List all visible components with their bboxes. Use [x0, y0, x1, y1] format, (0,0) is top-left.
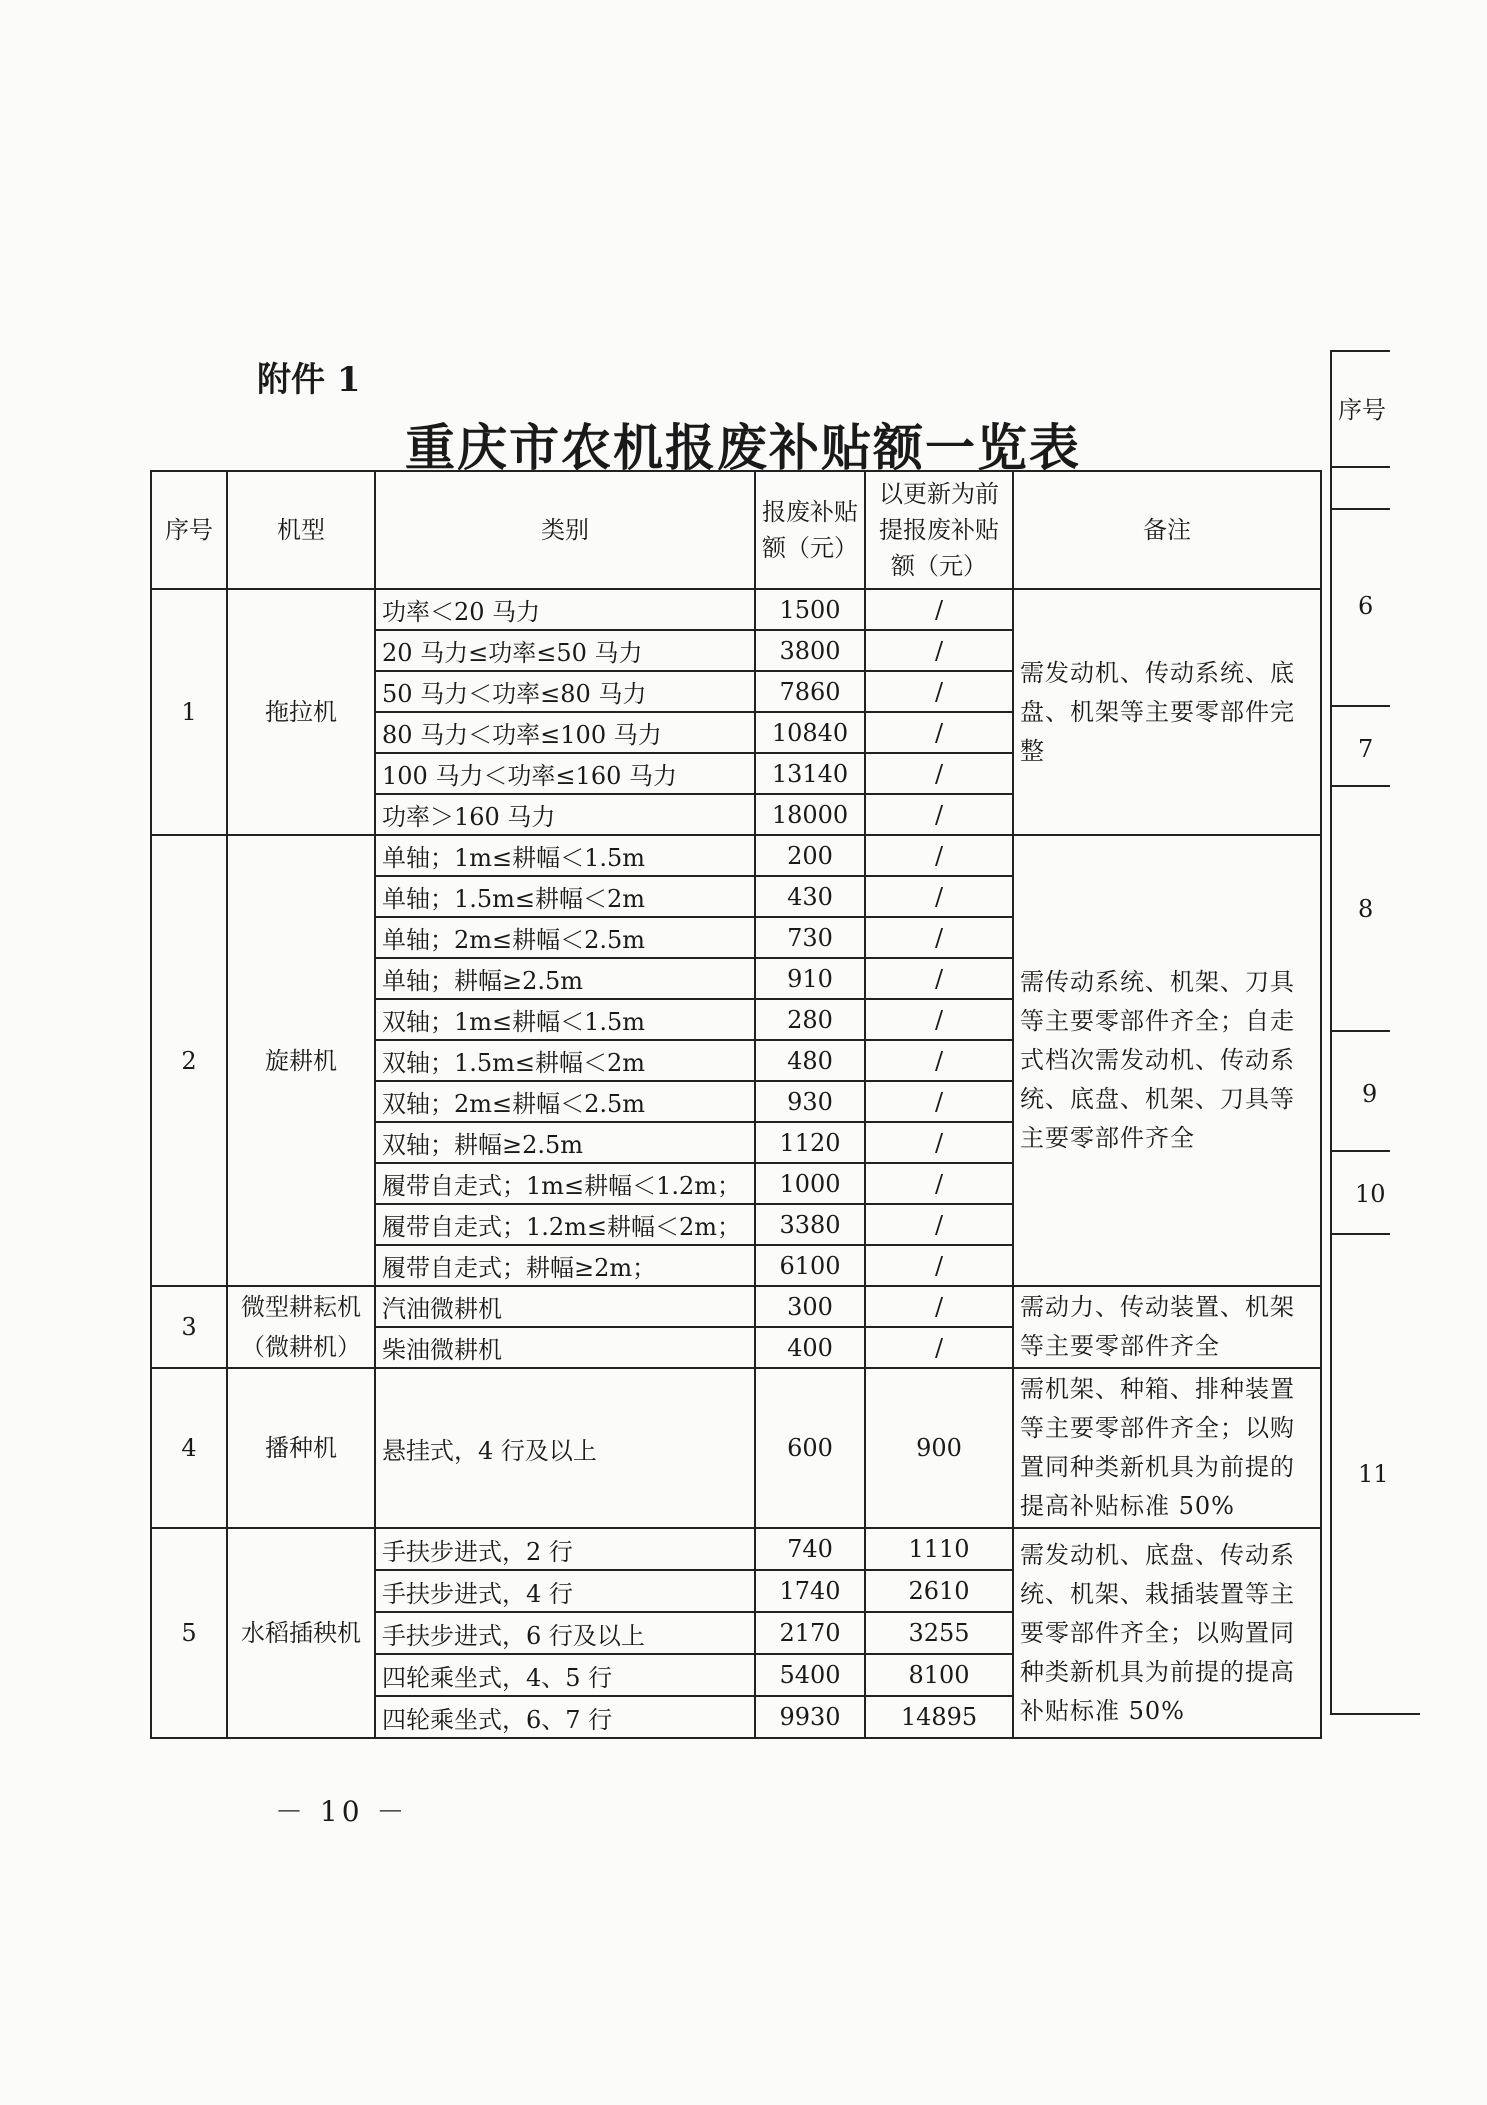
cell-subsidy: 13140	[755, 753, 865, 794]
table-row	[151, 1528, 1321, 1570]
subsidy-table	[150, 470, 1322, 1739]
cell-subsidy: 1000	[755, 1163, 865, 1204]
header-model: 机型	[227, 471, 375, 589]
cell-seq: 1	[151, 589, 227, 835]
cell-category: 四轮乘坐式，6、7 行	[375, 1696, 755, 1738]
cell-subsidy: 3800	[755, 630, 865, 671]
cell-model: 微型耕耘机（微耕机）	[227, 1286, 375, 1368]
cell-remark: 需机架、种箱、排种装置等主要零部件齐全；以购置同种类新机具为前提的提高补贴标准 50%	[1013, 1368, 1321, 1528]
cell-subsidy: 5400	[755, 1654, 865, 1696]
cell-seq: 5	[151, 1528, 227, 1738]
cell-renewal: /	[865, 1081, 1013, 1122]
cell-model: 旋耕机	[227, 835, 375, 1286]
header-seq: 序号	[151, 471, 227, 589]
next-page-rule	[1330, 1030, 1390, 1032]
cell-renewal: 900	[865, 1368, 1013, 1528]
next-page-rule	[1330, 705, 1390, 707]
cell-category: 双轴；1.5m≤耕幅＜2m	[375, 1040, 755, 1081]
cell-renewal: /	[865, 917, 1013, 958]
next-page-rule	[1330, 1150, 1390, 1152]
cell-subsidy: 400	[755, 1327, 865, 1368]
cell-renewal: /	[865, 1245, 1013, 1286]
cell-category: 功率＞160 马力	[375, 794, 755, 835]
cell-category: 汽油微耕机	[375, 1286, 755, 1327]
cell-renewal: /	[865, 794, 1013, 835]
cell-category: 单轴；2m≤耕幅＜2.5m	[375, 917, 755, 958]
cell-renewal: /	[865, 958, 1013, 999]
header-remark: 备注	[1013, 471, 1321, 589]
cell-category: 单轴；耕幅≥2.5m	[375, 958, 755, 999]
next-page-rule	[1330, 466, 1390, 468]
cell-renewal: /	[865, 589, 1013, 630]
cell-remark: 需动力、传动装置、机架等主要零部件齐全	[1013, 1286, 1321, 1368]
cell-model: 水稻插秧机	[227, 1528, 375, 1738]
cell-subsidy: 280	[755, 999, 865, 1040]
cell-category: 四轮乘坐式，4、5 行	[375, 1654, 755, 1696]
table-header-row	[151, 471, 1321, 589]
cell-subsidy: 300	[755, 1286, 865, 1327]
cell-subsidy: 480	[755, 1040, 865, 1081]
cell-subsidy: 600	[755, 1368, 865, 1528]
cell-subsidy: 7860	[755, 671, 865, 712]
cell-category: 双轴；2m≤耕幅＜2.5m	[375, 1081, 755, 1122]
cell-renewal: /	[865, 1327, 1013, 1368]
next-page-rule	[1330, 785, 1390, 787]
cell-subsidy: 2170	[755, 1612, 865, 1654]
cell-remark: 需传动系统、机架、刀具等主要零部件齐全；自走式档次需发动机、传动系统、底盘、机架、刀具等主要零部件齐全	[1013, 835, 1321, 1286]
header-renewal: 以更新为前提报废补贴额（元）	[865, 471, 1013, 589]
cell-renewal: /	[865, 1204, 1013, 1245]
cell-renewal: /	[865, 1286, 1013, 1327]
cell-renewal: /	[865, 876, 1013, 917]
cell-renewal: 8100	[865, 1654, 1013, 1696]
cell-category: 履带自走式；1m≤耕幅＜1.2m；	[375, 1163, 755, 1204]
cell-category: 手扶步进式，2 行	[375, 1528, 755, 1570]
header-subsidy: 报废补贴额（元）	[755, 471, 865, 589]
cell-subsidy: 3380	[755, 1204, 865, 1245]
header-category: 类别	[375, 471, 755, 589]
next-page-seq: 9	[1362, 1080, 1378, 1108]
cell-category: 双轴；1m≤耕幅＜1.5m	[375, 999, 755, 1040]
cell-renewal: /	[865, 1122, 1013, 1163]
next-page-top-border	[1330, 350, 1390, 352]
cell-seq: 4	[151, 1368, 227, 1528]
cell-category: 20 马力≤功率≤50 马力	[375, 630, 755, 671]
cell-renewal: /	[865, 1040, 1013, 1081]
cell-subsidy: 1120	[755, 1122, 865, 1163]
cell-category: 履带自走式；1.2m≤耕幅＜2m；	[375, 1204, 755, 1245]
next-page-header: 序号	[1338, 396, 1386, 424]
cell-category: 悬挂式，4 行及以上	[375, 1368, 755, 1528]
cell-category: 单轴；1.5m≤耕幅＜2m	[375, 876, 755, 917]
next-page-seq: 10	[1355, 1180, 1386, 1208]
cell-subsidy: 430	[755, 876, 865, 917]
cell-category: 80 马力＜功率≤100 马力	[375, 712, 755, 753]
cell-remark: 需发动机、传动系统、底盘、机架等主要零部件完整	[1013, 589, 1321, 835]
cell-category: 功率＜20 马力	[375, 589, 755, 630]
cell-category: 单轴；1m≤耕幅＜1.5m	[375, 835, 755, 876]
next-page-rule	[1330, 508, 1390, 510]
table-row	[151, 1368, 1321, 1528]
cell-subsidy: 910	[755, 958, 865, 999]
cell-renewal: /	[865, 712, 1013, 753]
cell-renewal: /	[865, 630, 1013, 671]
cell-subsidy: 730	[755, 917, 865, 958]
cell-remark: 需发动机、底盘、传动系统、机架、栽插装置等主要零部件齐全；以购置同种类新机具为前提的提高补贴标准 50%	[1013, 1528, 1321, 1738]
table-row	[151, 835, 1321, 876]
cell-subsidy: 10840	[755, 712, 865, 753]
page-number: － 10 －	[275, 1795, 409, 1828]
page-title: 重庆市农机报废补贴额一览表	[405, 418, 1081, 477]
cell-seq: 2	[151, 835, 227, 1286]
next-page-rule	[1330, 1233, 1390, 1235]
cell-renewal: 1110	[865, 1528, 1013, 1570]
cell-category: 100 马力＜功率≤160 马力	[375, 753, 755, 794]
cell-subsidy: 1500	[755, 589, 865, 630]
cell-category: 手扶步进式，4 行	[375, 1570, 755, 1612]
cell-category: 履带自走式；耕幅≥2m；	[375, 1245, 755, 1286]
table-body	[151, 589, 1321, 1738]
next-page-bottom-border	[1330, 1713, 1420, 1715]
cell-renewal: /	[865, 671, 1013, 712]
cell-subsidy: 1740	[755, 1570, 865, 1612]
cell-category: 50 马力＜功率≤80 马力	[375, 671, 755, 712]
cell-renewal: /	[865, 999, 1013, 1040]
cell-renewal: 3255	[865, 1612, 1013, 1654]
attachment-label: 附件 1	[257, 360, 361, 400]
cell-subsidy: 740	[755, 1528, 865, 1570]
table-row	[151, 589, 1321, 630]
cell-renewal: /	[865, 835, 1013, 876]
cell-subsidy: 200	[755, 835, 865, 876]
next-page-left-border	[1330, 350, 1332, 1715]
next-page-seq: 6	[1358, 592, 1374, 620]
next-page-seq: 8	[1358, 895, 1374, 923]
cell-model: 拖拉机	[227, 589, 375, 835]
cell-renewal: 14895	[865, 1696, 1013, 1738]
cell-category: 柴油微耕机	[375, 1327, 755, 1368]
cell-renewal: /	[865, 1163, 1013, 1204]
cell-subsidy: 9930	[755, 1696, 865, 1738]
next-page-seq: 7	[1358, 735, 1374, 763]
cell-seq: 3	[151, 1286, 227, 1368]
cell-subsidy: 18000	[755, 794, 865, 835]
cell-subsidy: 930	[755, 1081, 865, 1122]
cell-category: 双轴；耕幅≥2.5m	[375, 1122, 755, 1163]
cell-category: 手扶步进式，6 行及以上	[375, 1612, 755, 1654]
cell-model: 播种机	[227, 1368, 375, 1528]
table-row	[151, 1286, 1321, 1327]
cell-renewal: /	[865, 753, 1013, 794]
next-page-seq: 11	[1358, 1460, 1389, 1488]
cell-subsidy: 6100	[755, 1245, 865, 1286]
cell-renewal: 2610	[865, 1570, 1013, 1612]
